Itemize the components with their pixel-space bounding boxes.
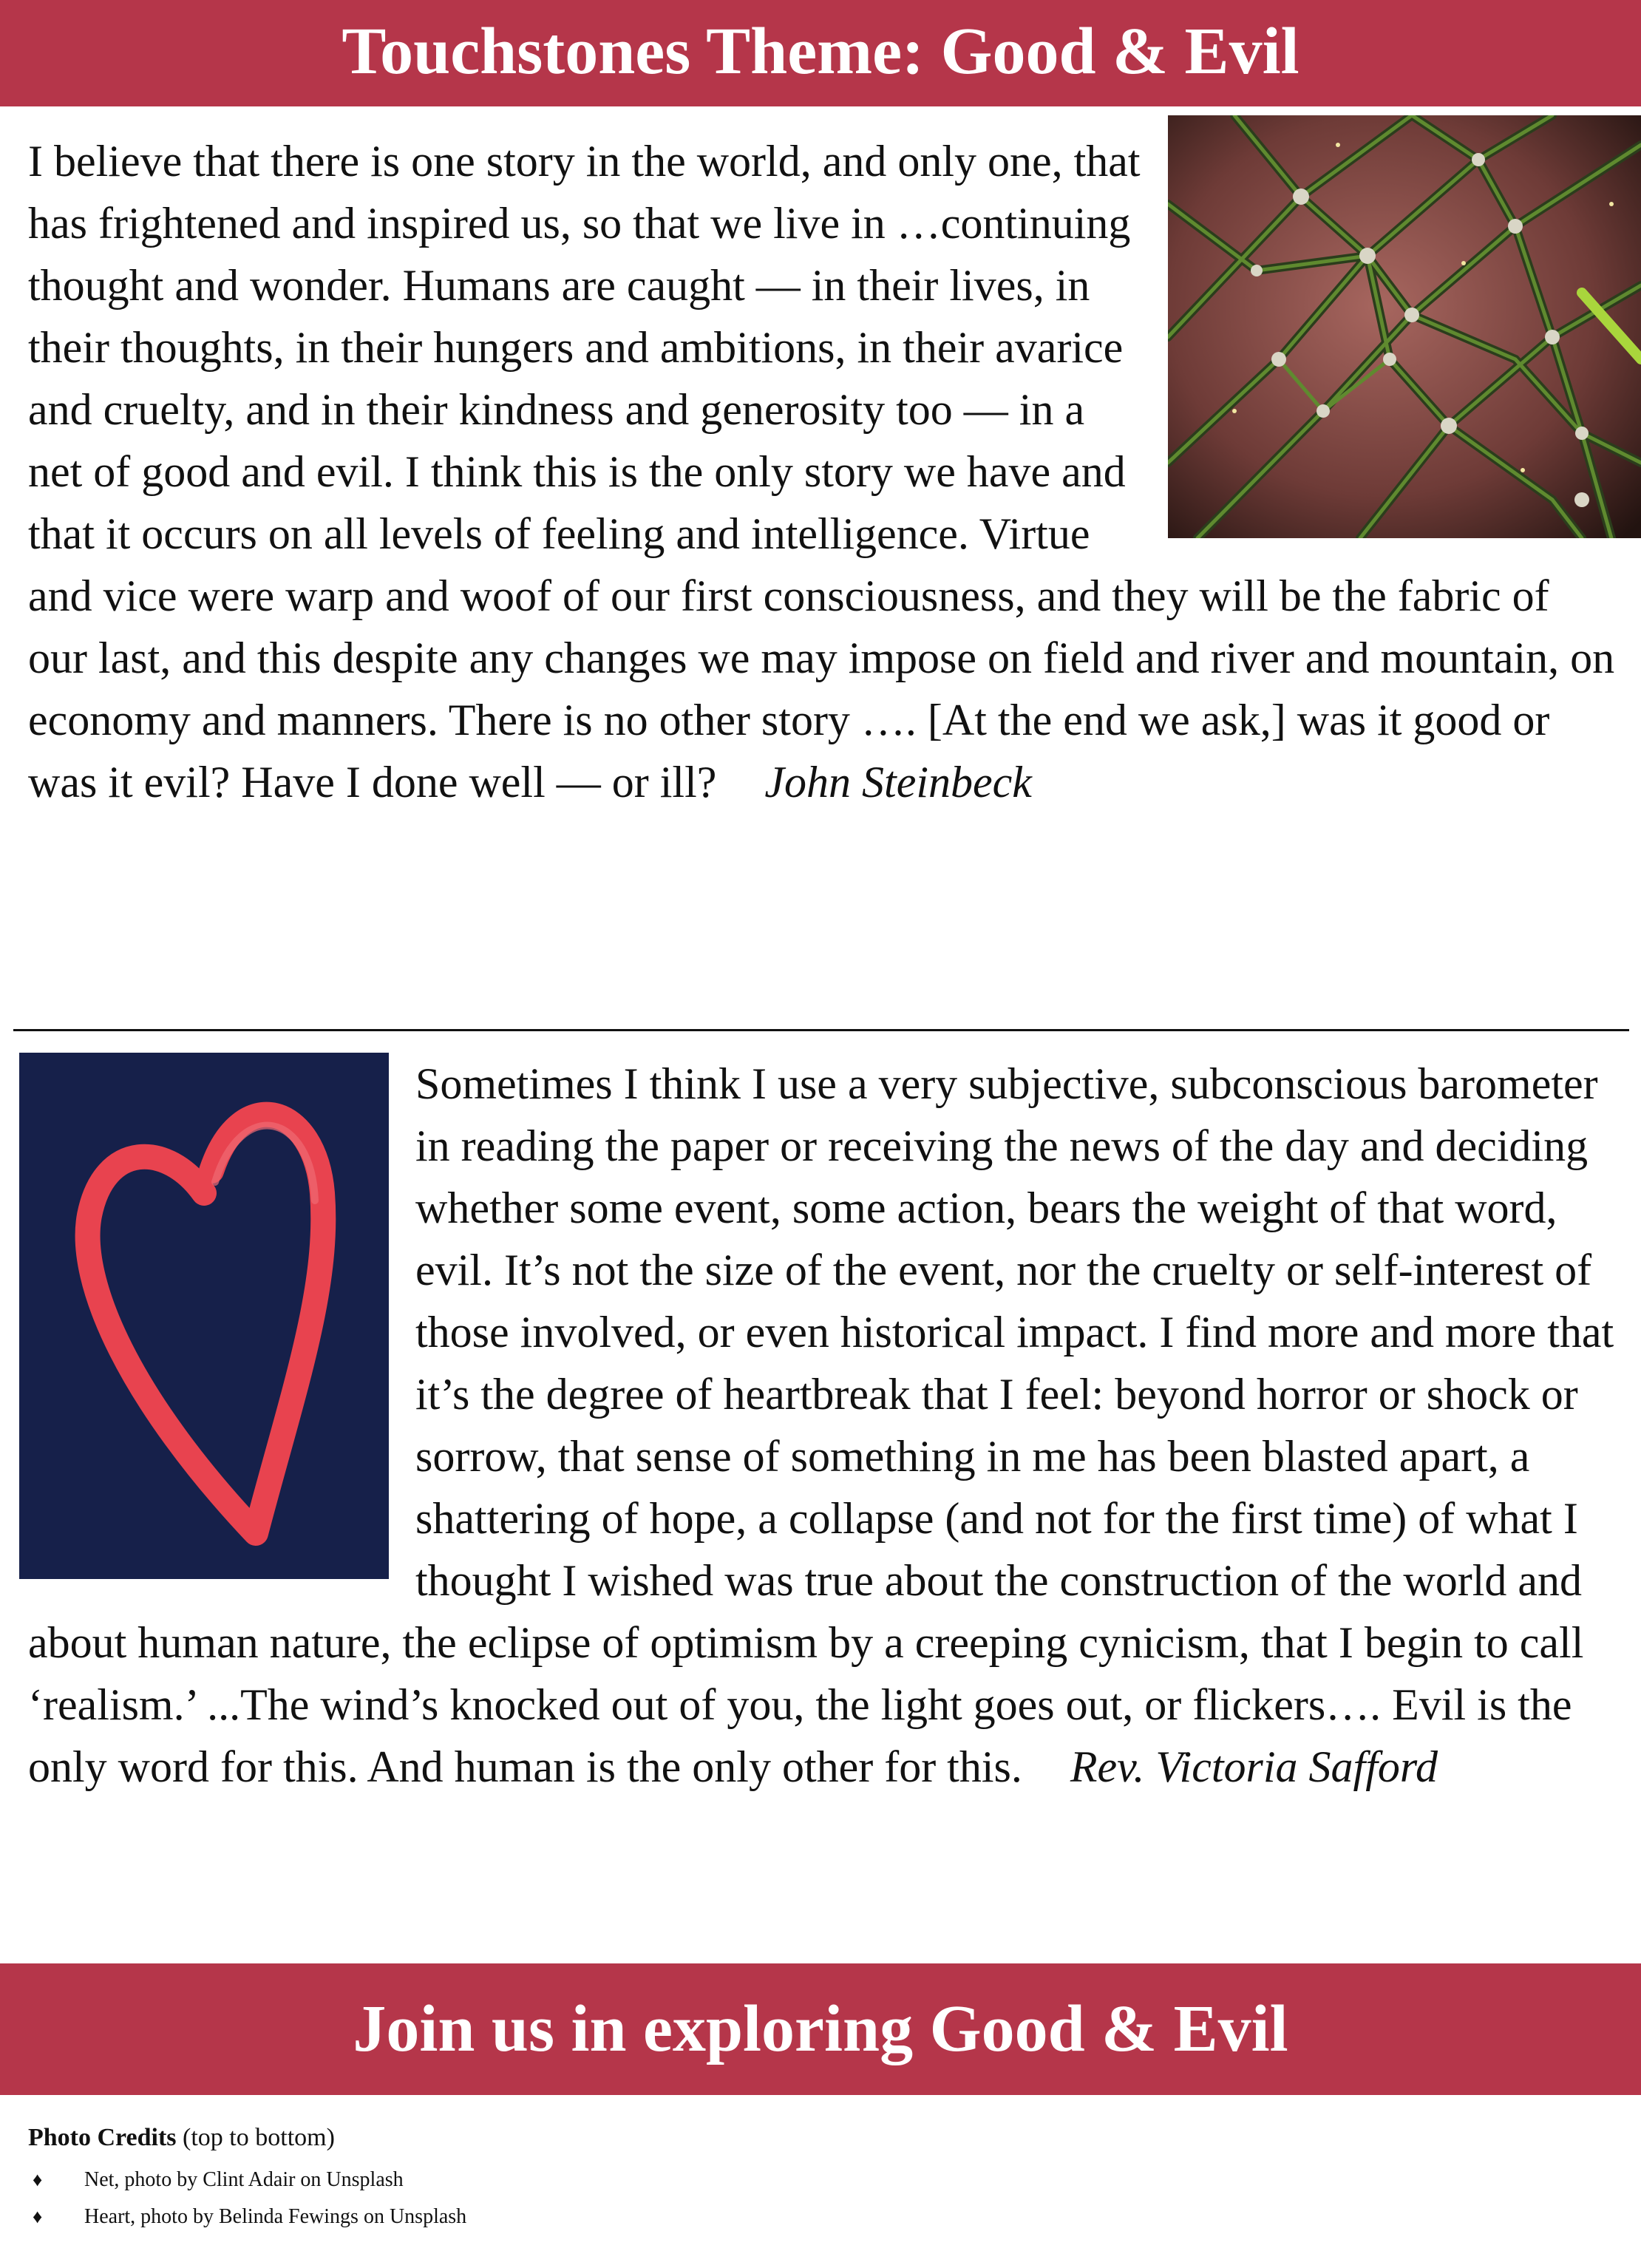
- photo-credits: [28, 2120, 1063, 2235]
- credits-title: Photo Credits: [28, 2124, 177, 2151]
- heart-photo: [19, 1053, 389, 1579]
- list-item: [28, 2162, 1063, 2199]
- steinbeck-quote-text: I believe that there is one story in the world, and only one, that has frightened and inspired us, so that we live in …continuing thought and wonder. Humans are caught — in their lives, in their thoughts, in their hungers and ambitions, in their avarice and cruelty, and in their kindness and generosity too — in a net of good and evil. I think this is the only story we have and that it occurs on all levels of feeling and intelligence. Virtue and vice were warp and woof of our first consciousness, and they will be the fabric of our last, and this despite any changes we may impose on field and river and mountain, on economy and manners. There is no other story …. [At the end we ask,] was it good or was it evil? Have I done well — or ill?: [28, 137, 1615, 807]
- credit-net: Net, photo by Clint Adair on Unsplash: [84, 2168, 404, 2191]
- header-banner: [0, 0, 1641, 106]
- safford-quote-text: Sometimes I think I use a very subjective, subconscious barometer in reading the paper or receiving the news of the day and deciding whether some event, some action, bears the weight of that word, evil. It’s not the size of the event, nor the cruelty or self-interest of those involved, or even historical impact. I find more and more that it’s the degree of heartbreak that I feel: beyond horror or shock or sorrow, that sense of something in me has been blasted apart, a shattering of hope, a collapse (and not for the first time) of what I thought I wished was true about the construction of the world and about human nature, the eclipse of optimism by a creeping cynicism, that I begin to call ‘realism.’ ...The wind’s knocked out of you, the light goes out, or flickers…. Evil is the only word for this. And human is the only other for this.: [28, 1059, 1614, 1791]
- diamond-bullet-icon: ♦: [33, 2169, 43, 2190]
- list-item: [28, 2199, 1063, 2235]
- steinbeck-quote: [28, 130, 1617, 813]
- footer-banner-title: Join us in exploring Good & Evil: [353, 1992, 1288, 2065]
- credits-list: [28, 2162, 1063, 2235]
- credit-heart: Heart, photo by Belinda Fewings on Unsplash: [84, 2205, 467, 2228]
- net-photo: [1168, 115, 1641, 538]
- safford-quote: [28, 1053, 1617, 1798]
- section-divider: [13, 1029, 1629, 1031]
- safford-attribution: Rev. Victoria Safford: [1070, 1742, 1438, 1791]
- diamond-bullet-icon: ♦: [33, 2206, 43, 2227]
- page-title: Touchstones Theme: Good & Evil: [342, 15, 1299, 88]
- footer-banner: [0, 1963, 1641, 2095]
- credits-subtitle: (top to bottom): [183, 2124, 335, 2151]
- steinbeck-attribution: John Steinbeck: [764, 758, 1032, 807]
